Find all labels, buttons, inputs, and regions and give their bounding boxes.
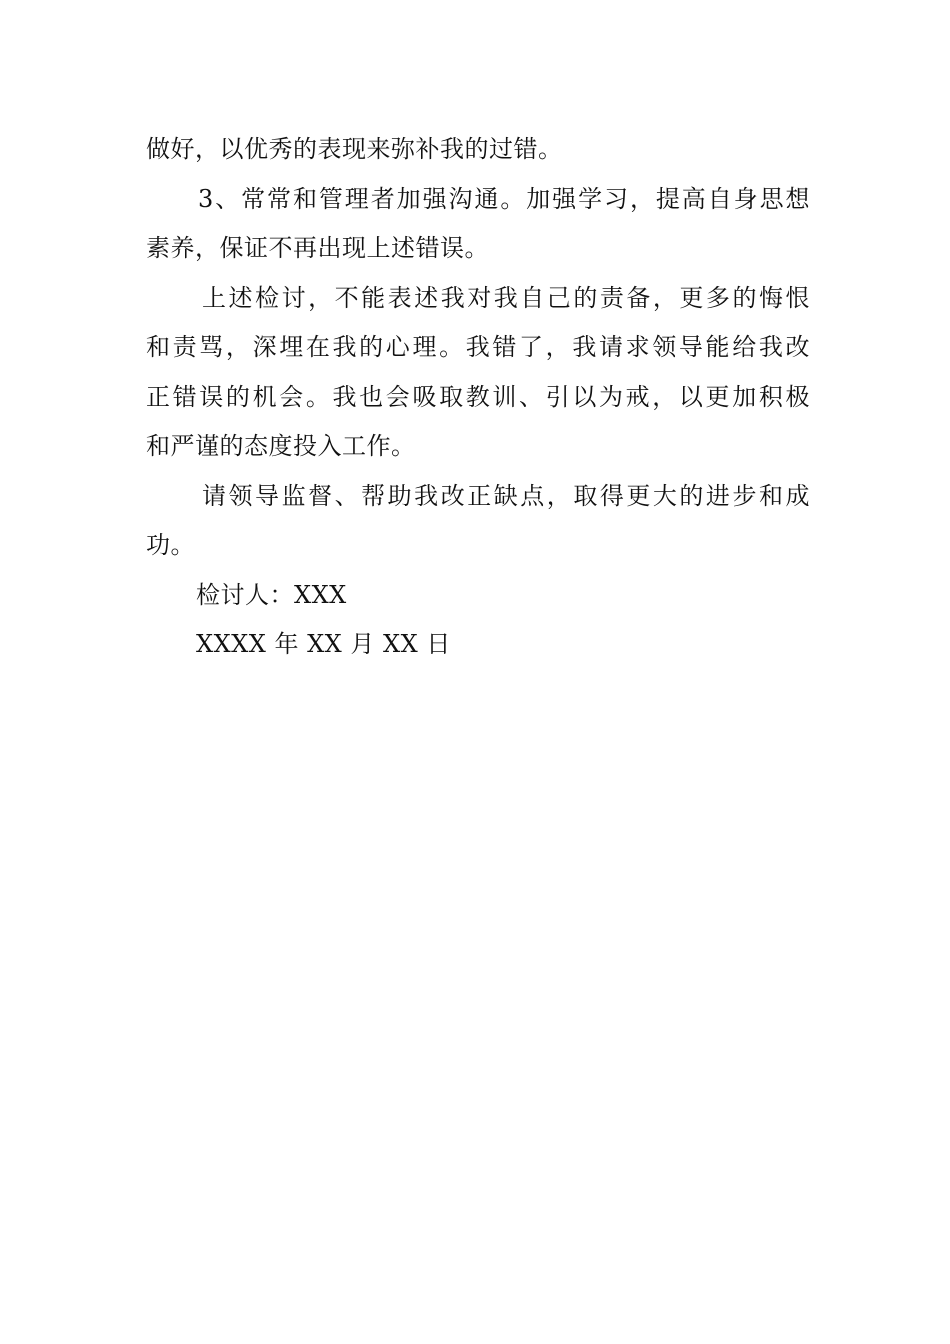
document-body	[146, 125, 810, 670]
text-line: 正错误的机会。我也会吸取教训、引以为戒，以更加积极	[146, 382, 810, 411]
text-line: 做好，以优秀的表现来弥补我的过错。	[146, 135, 563, 163]
text-line: 素养，保证不再出现上述错误。	[146, 234, 489, 262]
signature-block	[146, 571, 810, 670]
text-line: 3、常常和管理者加强沟通。加强学习，提高自身思想	[198, 184, 810, 213]
reviewer-signature: 检讨人：XXX	[196, 580, 347, 609]
text-line: 和严谨的态度投入工作。	[146, 432, 416, 460]
text-line: 请领导监督、帮助我改正缺点，取得更大的进步和成	[202, 481, 810, 510]
text-line: 上述检讨，不能表述我对我自己的责备，更多的悔恨	[202, 283, 810, 312]
paragraph-2	[146, 175, 810, 274]
signature-date: XXXX 年 XX 月 XX 日	[196, 630, 451, 658]
paragraph-1	[146, 125, 810, 175]
text-line: 功。	[146, 531, 195, 559]
text-line: 和责骂，深埋在我的心理。我错了，我请求领导能给我改	[146, 333, 810, 361]
paragraph-4	[146, 472, 810, 571]
paragraph-3	[146, 274, 810, 472]
